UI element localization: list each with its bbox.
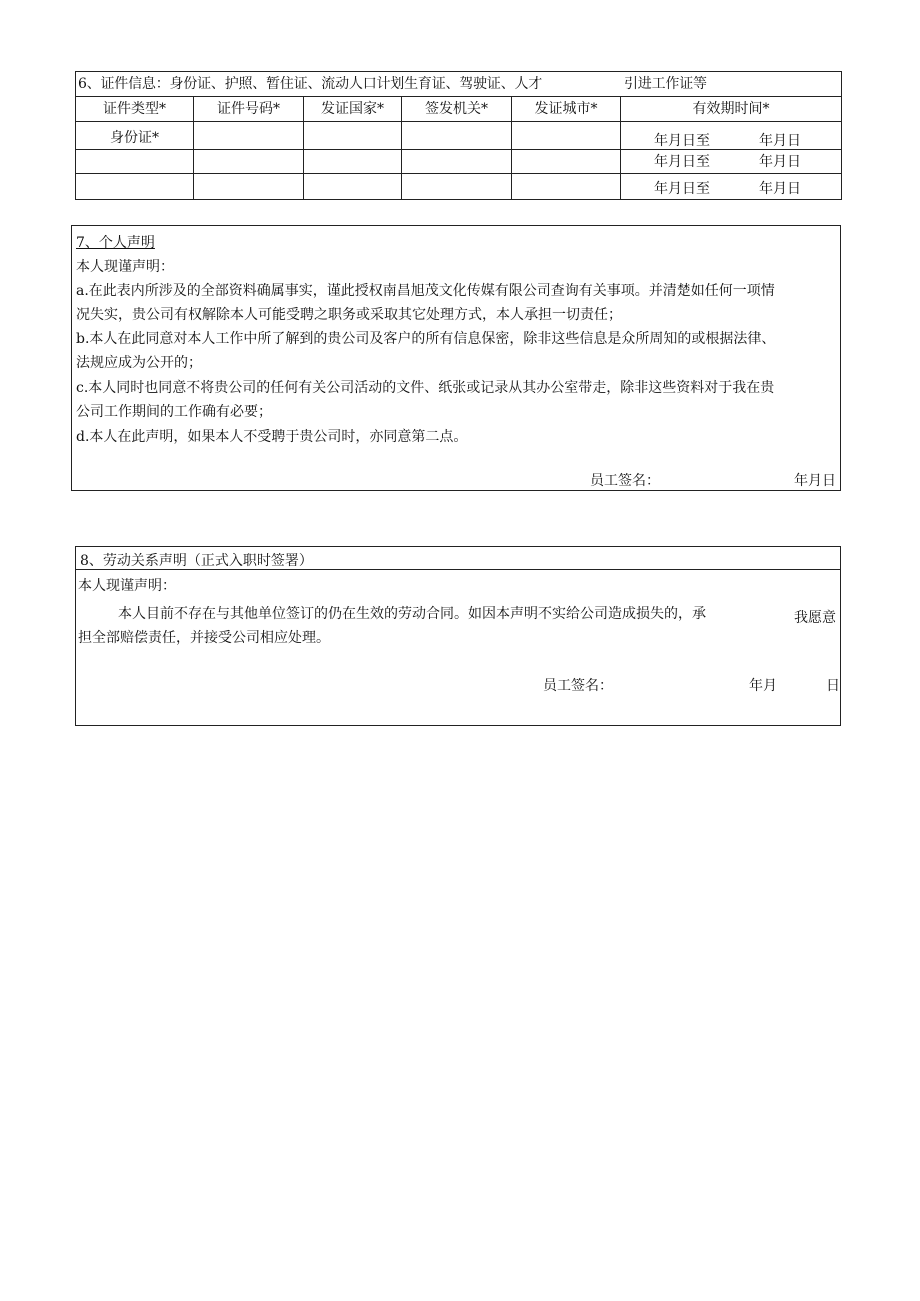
section7-date-label: 年月日 bbox=[794, 473, 836, 489]
section8-divider bbox=[76, 569, 840, 570]
personal-declaration-box bbox=[71, 225, 841, 491]
row-2-date-from: 年月日至 bbox=[654, 153, 710, 170]
row-1-issuing-authority[interactable] bbox=[402, 122, 512, 150]
section6-title-lead: 6、证件信息：身份证、护照、暂住证、流动人口计划生育证、驾驶证、人才 bbox=[78, 76, 543, 92]
row-2-validity[interactable] bbox=[621, 150, 842, 174]
row-3-id-type[interactable] bbox=[76, 174, 194, 200]
row-3-id-number[interactable] bbox=[194, 174, 304, 200]
row-3-date-to: 年月日 bbox=[759, 181, 801, 197]
section8-signature-label: 员工签名： bbox=[543, 678, 613, 694]
declaration-line-c1: c.本人同时也同意不将贵公司的任何有关公司活动的文件、纸张或记录从其办公室带走，除非这些资料对于我在贵 bbox=[76, 380, 775, 396]
section8-intro: 本人现谨声明： bbox=[78, 578, 176, 594]
header-validity-period: 有效期时间* bbox=[621, 97, 842, 122]
row-1-id-type[interactable]: 身份证* bbox=[76, 122, 194, 150]
section6-title-tail: 引进工作证等 bbox=[624, 76, 707, 92]
declaration-line-b2: 法规应成为公开的； bbox=[76, 355, 202, 371]
labor-declaration-box bbox=[75, 546, 841, 726]
section8-line-2: 担全部赔偿责任，并接受公司相应处理。 bbox=[78, 630, 330, 646]
section8-year-month: 年月 bbox=[749, 678, 777, 694]
declaration-line-a1: a.在此表内所涉及的全部资料确属事实，谨此授权南昌旭茂文化传媒有限公司查询有关事项。并清楚如任何一项情 bbox=[76, 283, 775, 299]
row-2-id-type[interactable] bbox=[76, 150, 194, 174]
row-1-issuing-country[interactable] bbox=[304, 122, 402, 150]
section8-willing: 我愿意 bbox=[794, 610, 836, 626]
row-1-date-to: 年月日 bbox=[759, 132, 801, 149]
id-documents-table bbox=[75, 71, 842, 200]
row-2-issuing-authority[interactable] bbox=[402, 150, 512, 174]
table-row bbox=[76, 150, 842, 174]
row-3-date-from: 年月日至 bbox=[654, 181, 710, 197]
section8-day: 日 bbox=[826, 678, 840, 694]
section6-title bbox=[76, 72, 842, 97]
header-issuing-city: 发证城市* bbox=[512, 97, 621, 122]
row-2-date-to: 年月日 bbox=[759, 153, 801, 170]
section8-line-1: 本人目前不存在与其他单位签订的仍在生效的劳动合同。如因本声明不实给公司造成损失的，承 bbox=[118, 606, 706, 622]
header-id-number: 证件号码* bbox=[194, 97, 304, 122]
declaration-line-a2: 况失实，贵公司有权解除本人可能受聘之职务或采取其它处理方式，本人承担一切责任； bbox=[76, 307, 622, 323]
table-row bbox=[76, 174, 842, 200]
section7-title: 7、个人声明 bbox=[76, 235, 155, 251]
row-2-issuing-city[interactable] bbox=[512, 150, 621, 174]
row-1-id-number[interactable] bbox=[194, 122, 304, 150]
header-issuing-authority: 签发机关* bbox=[402, 97, 512, 122]
section7-signature-label: 员工签名： bbox=[590, 473, 660, 489]
declaration-line-c2: 公司工作期间的工作确有必要； bbox=[76, 404, 272, 420]
row-3-issuing-city[interactable] bbox=[512, 174, 621, 200]
row-2-issuing-country[interactable] bbox=[304, 150, 402, 174]
row-1-issuing-city[interactable] bbox=[512, 122, 621, 150]
section7-intro: 本人现谨声明： bbox=[76, 259, 174, 275]
row-3-issuing-country[interactable] bbox=[304, 174, 402, 200]
table-row bbox=[76, 122, 842, 150]
header-id-type: 证件类型* bbox=[76, 97, 194, 122]
section8-title: 8、劳动关系声明（正式入职时签署） bbox=[80, 553, 313, 569]
header-issuing-country: 发证国家* bbox=[304, 97, 402, 122]
row-3-issuing-authority[interactable] bbox=[402, 174, 512, 200]
declaration-line-b1: b.本人在此同意对本人工作中所了解到的贵公司及客户的所有信息保密，除非这些信息是众所周知的或根据法律、 bbox=[76, 331, 776, 347]
row-1-validity[interactable] bbox=[621, 122, 842, 150]
row-2-id-number[interactable] bbox=[194, 150, 304, 174]
row-1-date-from: 年月日至 bbox=[654, 132, 710, 149]
row-3-validity[interactable] bbox=[621, 174, 842, 200]
declaration-line-d: d.本人在此声明，如果本人不受聘于贵公司时，亦同意第二点。 bbox=[76, 429, 468, 445]
